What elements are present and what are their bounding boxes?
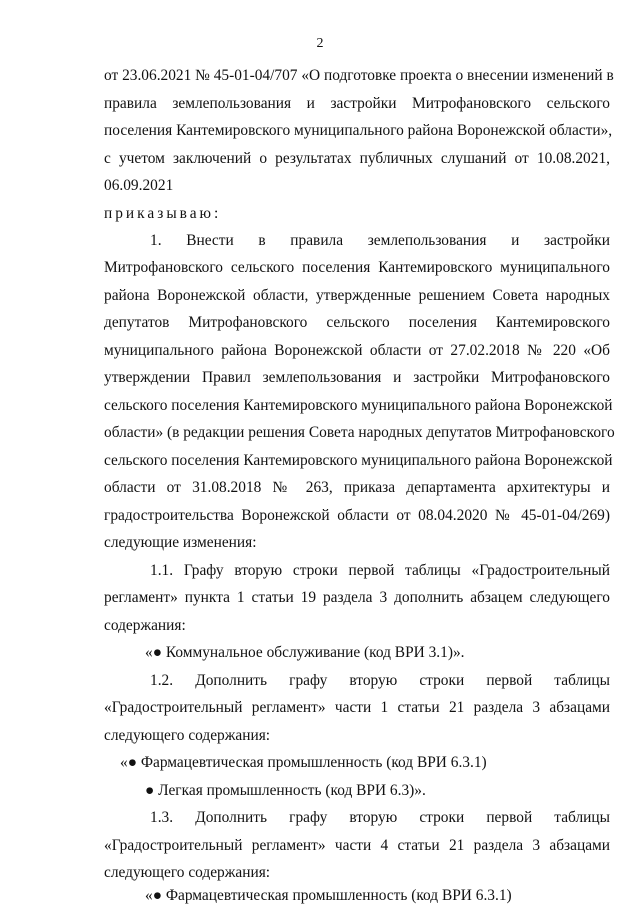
page-number: 2 (316, 36, 324, 51)
text-line: района Воронежской области, утвержденные решением Совета народных (104, 287, 610, 304)
text-line: муниципального района Воронежской области от 27.02.2018 № 220 «Об (104, 342, 610, 359)
text-line: 1. Внести в правила землепользования и застройки (150, 232, 610, 249)
text-line: Митрофановского сельского поселения Кантемировского муниципального (104, 259, 610, 276)
text-line: «● Коммунальное обслуживание (код ВРИ 3.1)». (145, 644, 465, 661)
text-line: 1.3. Дополнить графу вторую строки первой таблицы (150, 809, 610, 826)
text-line: 1.1. Графу вторую строки первой таблицы «Градостроительный (150, 562, 610, 579)
text-line: следующие изменения: (104, 534, 257, 551)
text-line: от 23.06.2021 № 45-01-04/707 «О подготовке проекта о внесении изменений в (104, 67, 614, 84)
text-line: области» (в редакции решения Совета народных депутатов Митрофановского (104, 424, 615, 441)
text-line: градостроительства Воронежской области от 08.04.2020 № 45-01-04/269) (104, 507, 610, 524)
text-line: «Градостроительный регламент» части 4 статьи 21 раздела 3 абзацами (104, 837, 610, 854)
text-line: 06.09.2021 (104, 177, 174, 194)
text-line: 1.2. Дополнить графу вторую строки первой таблицы (150, 672, 610, 689)
text-line: с учетом заключений о результатах публичных слушаний от 10.08.2021, (104, 150, 610, 167)
text-line: приказываю: (104, 205, 222, 222)
text-line: регламент» пункта 1 статьи 19 раздела 3 дополнить абзацем следующего (104, 589, 610, 606)
text-line: правила землепользования и застройки Митрофановского сельского (104, 95, 610, 112)
text-line: содержания: (104, 617, 186, 634)
text-line: области от 31.08.2018 № 263, приказа департамента архитектуры и (104, 479, 610, 496)
text-line: депутатов Митрофановского сельского поселения Кантемировского (104, 314, 610, 331)
text-line: сельского поселения Кантемировского муниципального района Воронежской (104, 452, 613, 469)
text-line: следующего содержания: (104, 864, 271, 881)
text-line: «● Фармацевтическая промышленность (код ВРИ 6.3.1) (145, 887, 512, 904)
text-line: поселения Кантемировского муниципального района Воронежской области», (104, 122, 613, 139)
text-line: ● Легкая промышленность (код ВРИ 6.3)». (145, 782, 426, 799)
text-line: утверждении Правил землепользования и застройки Митрофановского (104, 369, 610, 386)
text-line: «Градостроительный регламент» части 1 статьи 21 раздела 3 абзацами (104, 699, 610, 716)
text-line: сельского поселения Кантемировского муниципального района Воронежской (104, 397, 613, 414)
text-line: «● Фармацевтическая промышленность (код ВРИ 6.3.1) (120, 754, 487, 771)
text-line: следующего содержания: (104, 727, 271, 744)
